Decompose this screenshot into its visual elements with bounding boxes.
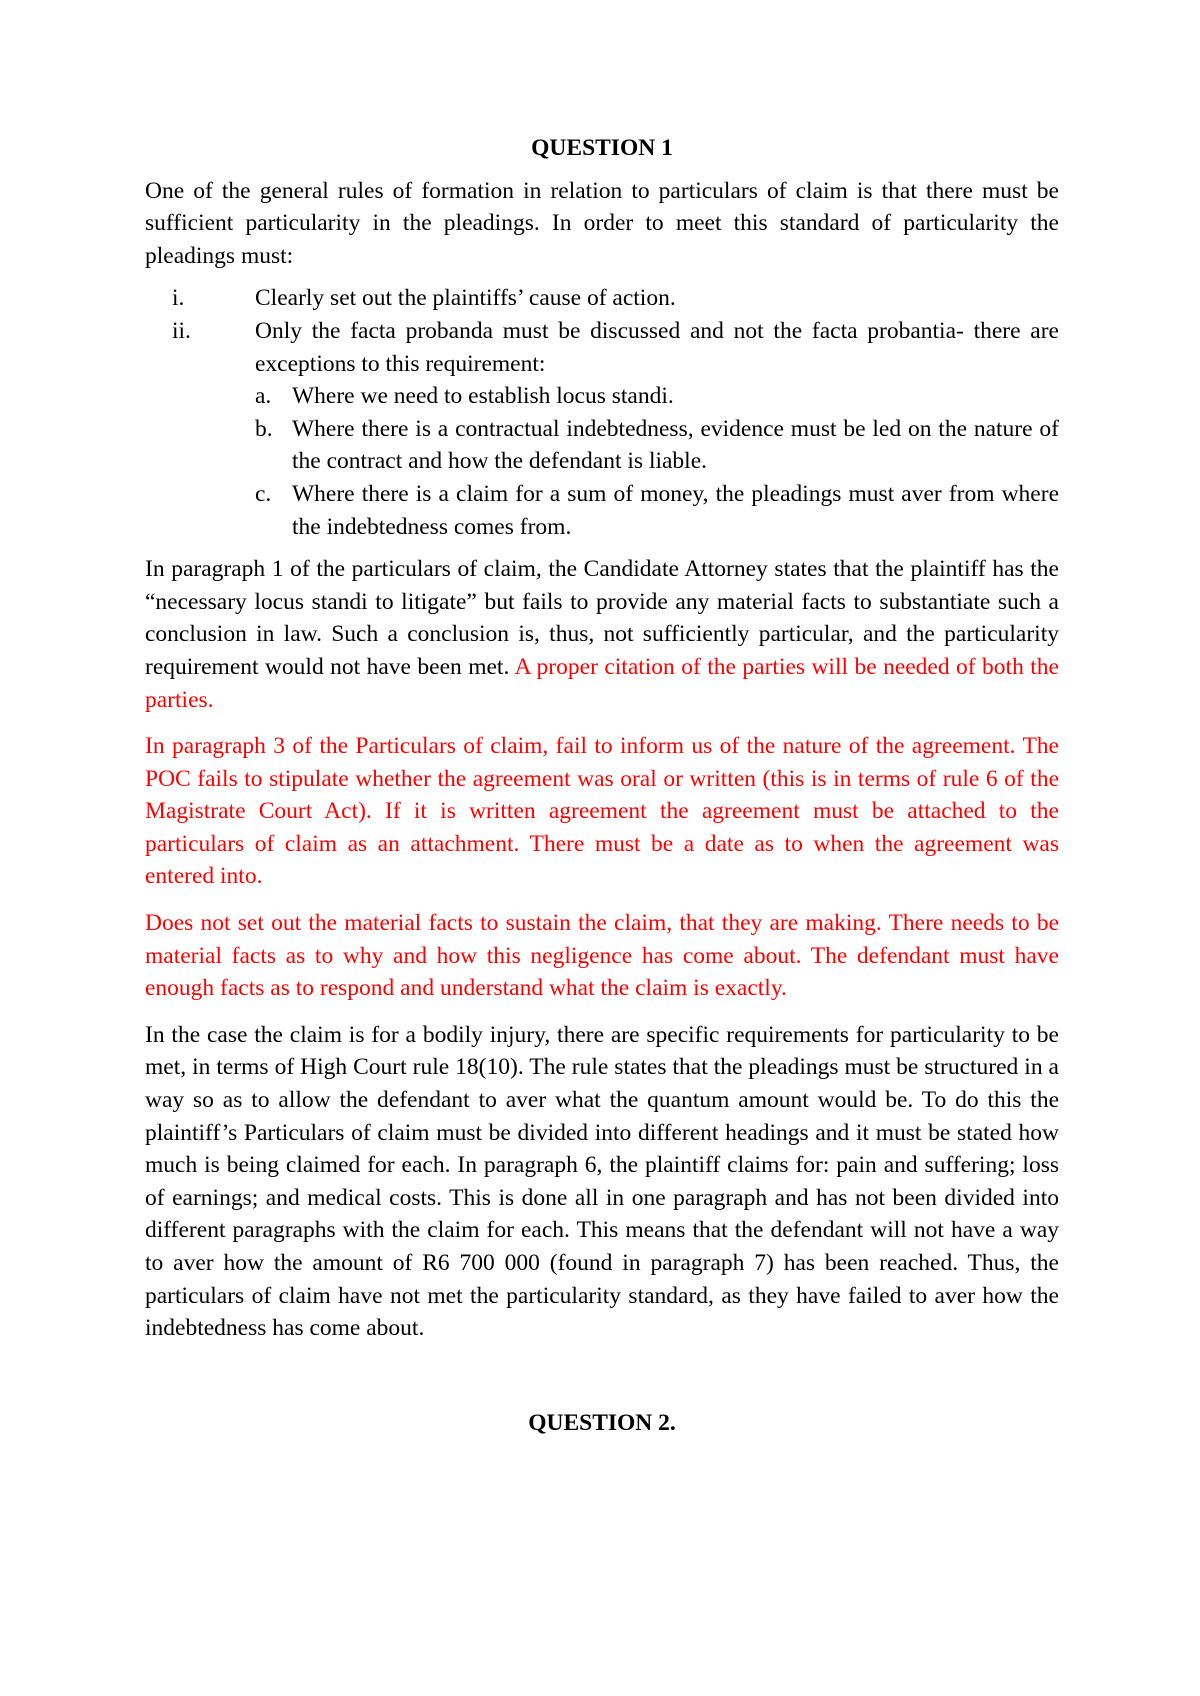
highlighted-comment: A proper citation of the parties will be needed of both the parties. bbox=[145, 653, 1059, 713]
sub-list-item bbox=[255, 413, 1059, 478]
sub-list-letter: b. bbox=[255, 415, 273, 442]
list-item bbox=[145, 282, 1059, 315]
question-1-heading: QUESTION 1 bbox=[531, 135, 673, 161]
document-page bbox=[145, 132, 1059, 1439]
paragraph-locus-standi-text: In paragraph 1 of the particulars of claim, the Candidate Attorney states that the plaintiff has the “necessary locus standi to litigate” but fails to provide any material facts to substantiate such a conclusion in law. Such a conclusion is, thus, not sufficiently particular, and the particularity requirement would not have been met. bbox=[145, 556, 1059, 680]
sub-list-letter: a. bbox=[255, 383, 272, 410]
list-item-text: Only the facta probanda must be discussed and not the facta probantia- there are exceptions to this requirement: bbox=[255, 317, 1059, 377]
alpha-sub-list bbox=[255, 380, 1059, 543]
roman-numeral-list bbox=[145, 282, 1059, 543]
list-number: ii. bbox=[172, 317, 191, 344]
sub-list-item bbox=[255, 380, 1059, 413]
intro-paragraph: One of the general rules of formation in relation to particulars of claim is that there must be sufficient particularity in the pleadings. In order to meet this standard of particularity the pleadings must: bbox=[145, 177, 1059, 269]
sub-list-item-text: Where we need to establish locus standi. bbox=[292, 383, 674, 410]
paragraph-locus-standi bbox=[145, 553, 1059, 716]
paragraph-agreement-comment: In paragraph 3 of the Particulars of claim, fail to inform us of the nature of the agreement. The POC fails to stipulate whether the agreement was oral or written (this is in terms of rule 6 of the Magistrate Court Act). If it is written agreement the agreement must be attached to the particulars of claim as an attachment. There must be a date as to when the agreement was entered into. bbox=[145, 733, 1059, 890]
question-2-heading: QUESTION 2. bbox=[528, 1409, 676, 1436]
list-number: i. bbox=[172, 285, 185, 312]
paragraph-material-facts-comment: Does not set out the material facts to sustain the claim, that they are making. There needs to be material facts as to why and how this negligence has come about. The defendant must have enough facts as to respond and understand what the claim is exactly. bbox=[145, 910, 1059, 1002]
list-item bbox=[145, 315, 1059, 543]
sub-list-item-text: Where there is a claim for a sum of money, the pleadings must aver from where the indebtedness comes from. bbox=[292, 480, 1059, 540]
sub-list-item-text: Where there is a contractual indebtedness, evidence must be led on the nature of the contract and how the defendant is liable. bbox=[292, 415, 1059, 475]
sub-list-item bbox=[255, 478, 1059, 543]
paragraph-bodily-injury: In the case the claim is for a bodily injury, there are specific requirements for particularity to be met, in terms of High Court rule 18(10). The rule states that the pleadings must be structured in a way so as to allow the defendant to aver what the quantum amount would be. To do this the plaintiff’s Particulars of claim must be divided into different headings and it must be stated how much is being claimed for each. In paragraph 6, the plaintiff claims for: pain and suffering; loss of earnings; and medical costs. This is done all in one paragraph and has not been divided into different paragraphs with the claim for each. This means that the defendant will not have a way to aver how the amount of R6 700 000 (found in paragraph 7) has been reached. Thus, the particulars of claim have not met the particularity standard, as they have failed to aver how the indebtedness has come about. bbox=[145, 1021, 1059, 1342]
list-item-text: Clearly set out the plaintiffs’ cause of action. bbox=[255, 285, 676, 312]
sub-list-letter: c. bbox=[255, 480, 272, 507]
